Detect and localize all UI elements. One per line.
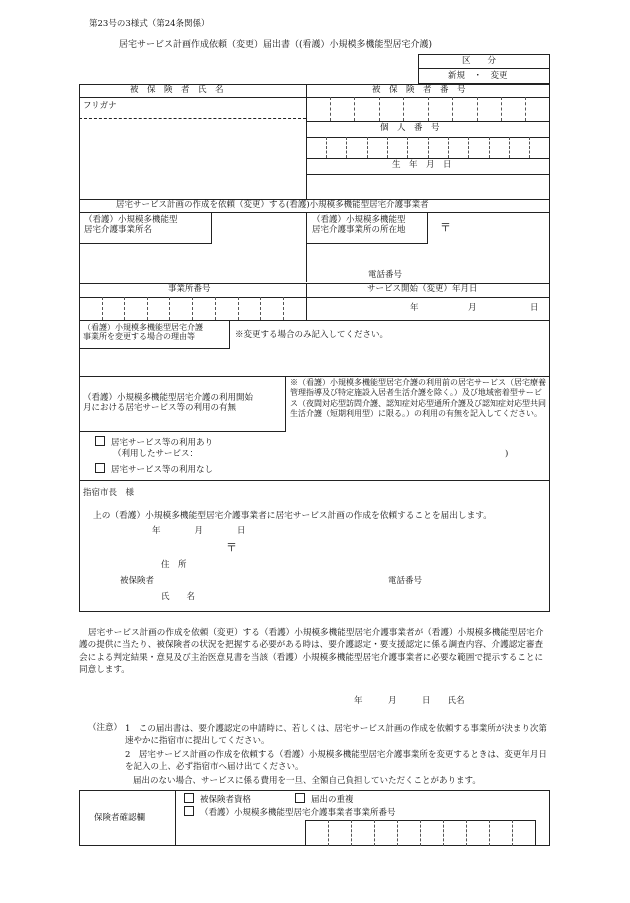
use-yes-option[interactable] — [95, 436, 213, 449]
notes-label: （注意） — [88, 723, 123, 733]
applicant-address-field[interactable] — [200, 556, 540, 572]
form-number: 第23号の3様式（第24条関係） — [89, 19, 210, 29]
declaration-text: 上の（看護）小規模多機能型居宅介護事業者に居宅サービス計画の作成を依頼することを届出します。 — [93, 511, 492, 521]
item2-label: 届出の重複 — [311, 795, 354, 805]
kubun-label: 区 分 — [462, 56, 497, 66]
item1-checkbox[interactable] — [184, 793, 194, 803]
personal-number-label: 個 人 番 号 — [380, 123, 440, 133]
item1-label: 被保険者資格 — [200, 795, 252, 805]
note-3: 届出のない場合、サービスに係る費用を一旦、全額自己負担していただくことがあります。 — [133, 776, 481, 786]
consent-signature[interactable]: 年 月 日 氏名 — [354, 696, 465, 706]
insured-number-header: 被 保 険 者 番 号 — [372, 85, 466, 95]
provider-address-label: （看護）小規模多機能型 居宅介護事業所の所在地 — [312, 215, 406, 235]
birthdate-field[interactable] — [306, 174, 550, 199]
birthdate-label: 生 年 月 日 — [392, 160, 452, 170]
addressee: 指宿市長 様 — [83, 488, 135, 498]
furigana-label: フリガナ — [83, 101, 117, 111]
service-start-month: 月 — [468, 303, 477, 313]
note-2: 2 居宅サービス計画の作成を依頼する（看護）小規模多機能型居宅介護事業所を変更するときは、変更年月日を記入の上、必ず指宿市へ届け出てください。 — [125, 750, 547, 772]
use-no-option[interactable] — [95, 463, 213, 476]
service-start-year: 年 — [410, 303, 419, 313]
provider-section-header: 居宅サービス計画の作成を依頼（変更）する(看護)小規模多機能型居宅介護事業者 — [116, 200, 429, 210]
provider-address-field[interactable] — [436, 236, 546, 266]
applicant-phone-label: 電話番号 — [388, 576, 423, 586]
used-service-field[interactable] — [190, 448, 500, 460]
used-service-label: （利用したサービス： — [113, 449, 199, 459]
applicant-name-label: 氏 名 — [161, 592, 196, 602]
note-1: 1 この届出書は、要介護認定の申請時に、若しくは、居宅サービス計画の作成を依頼する事業所が決まり次第速やかに指宿市に提出してください。 — [125, 724, 547, 746]
insured-name-header: 被 保 険 者 氏 名 — [130, 85, 224, 95]
use-yes-label: 居宅サービス等の利用あり — [111, 438, 214, 448]
used-service-close: ) — [505, 449, 509, 459]
kubun-value[interactable]: 新規 ・ 変更 — [448, 71, 508, 81]
office-number-label: 事業所番号 — [168, 284, 211, 294]
insurer-check-item2[interactable] — [295, 793, 354, 806]
item2-checkbox[interactable] — [295, 793, 305, 803]
change-reason-label: （看護）小規模多機能型居宅介護 事業所を変更する場合の理由等 — [83, 323, 203, 342]
provider-phone-label: 電話番号 — [368, 270, 403, 280]
change-reason-note: ※変更する場合のみ記入してください。 — [235, 330, 389, 340]
insured-name-field[interactable] — [84, 120, 302, 196]
use-no-checkbox[interactable] — [95, 463, 105, 473]
insurer-check-item3[interactable] — [184, 806, 396, 819]
item3-checkbox[interactable] — [184, 806, 194, 816]
insurer-check-item1[interactable] — [184, 793, 251, 806]
provider-name-label: （看護）小規模多機能型 居宅介護事業所名 — [84, 215, 178, 235]
page-title: 居宅サービス計画作成依頼（変更）届出書（(看護）小規模多機能型居宅介護) — [119, 40, 433, 50]
provider-name-field[interactable] — [84, 246, 302, 280]
use-yes-checkbox[interactable] — [95, 436, 105, 446]
applicant-name-field[interactable] — [210, 590, 380, 606]
consent-text: 居宅サービス計画の作成を依頼（変更）する（看護）小規模多機能型居宅介護事業者が（看護）小規模多機能型居宅介護の提供に当たり、被保険者の状況を把握する必要がある時は、要介護認定・要支援認定に係る調査内容、介護認定審査会による判定結果・意見及び主治医意見書を当該（看護）小規模多機能型居宅介護事業者に必要な範囲で提示することに同意します。 — [79, 628, 544, 676]
prior-use-label: （看護）小規模多機能型居宅介護の利用開始 月における居宅サービス等の利用の有無 — [83, 393, 254, 413]
service-start-label: サービス開始（変更）年月日 — [367, 284, 478, 294]
applicant-address-label: 住 所 — [161, 560, 187, 570]
prior-use-note: ※（看護）小規模多機能型居宅介護の利用前の居宅サービス（居宅療養管理指導及び特定施設入居者生活介護を除く。）及び地域密着型サービス（夜間対応型訪問介護、認知症対応型通所介護及び認知症対応型共同生活介護（短期利用型）に限る。）の利用の有無を記入してください。 — [290, 378, 546, 419]
applicant-date[interactable]: 年 月 日 — [152, 526, 246, 536]
applicant-phone-field[interactable] — [436, 574, 544, 588]
use-no-label: 居宅サービス等の利用なし — [111, 465, 214, 475]
change-reason-field[interactable] — [84, 352, 546, 374]
service-start-date-field[interactable] — [306, 297, 550, 320]
applicant-postal-mark: 〒 — [226, 541, 237, 554]
service-start-day: 日 — [530, 303, 539, 313]
item3-label: （看護）小規模多機能型居宅介護事業者事業所番号 — [200, 808, 396, 818]
provider-postal-mark: 〒 — [440, 221, 451, 234]
insurer-check-label: 保険者確認欄 — [94, 813, 146, 823]
applicant-insured-label: 被保険者 — [120, 576, 155, 586]
